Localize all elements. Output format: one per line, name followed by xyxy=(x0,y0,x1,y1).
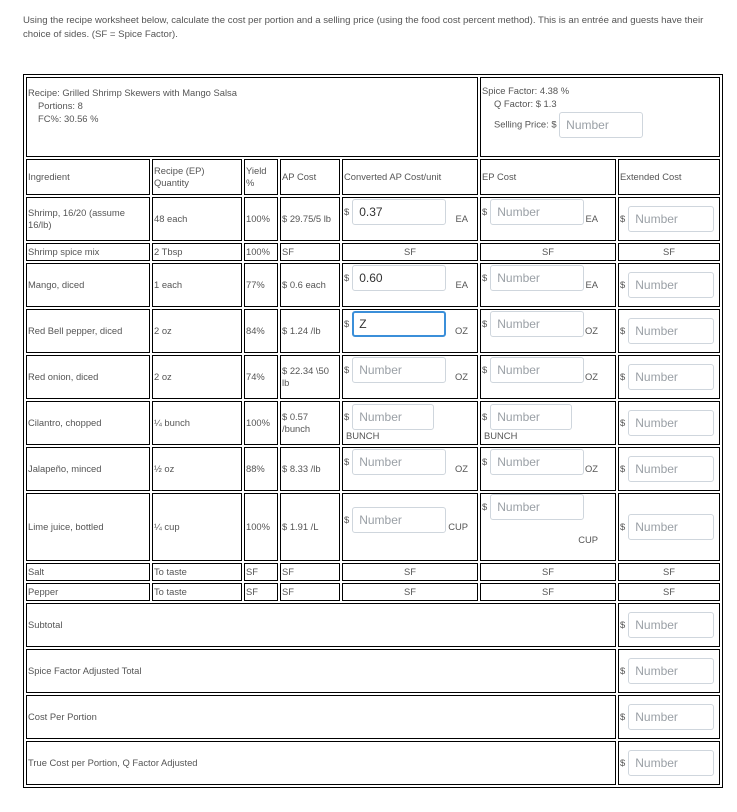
dollar-sign: $ xyxy=(620,665,626,676)
selling-price-label: Selling Price: $ xyxy=(494,118,557,130)
q-factor: Q Factor: $ 1.3 xyxy=(494,98,557,109)
table-row xyxy=(26,447,720,491)
ingredient-qty: 2 oz xyxy=(154,325,172,336)
ingredient-name: Jalapeño, minced xyxy=(28,463,102,474)
qty-cell xyxy=(152,401,242,445)
ingredient-name: Shrimp, 16/20 (assume 16/lb) xyxy=(28,207,125,230)
ingredient-yield: 84% xyxy=(246,325,265,336)
ep-cost-input[interactable]: Number xyxy=(490,311,584,337)
extended-cost-input[interactable]: Number xyxy=(628,206,714,232)
ingredient-qty: To taste xyxy=(154,566,187,577)
total-row xyxy=(26,741,720,785)
ep-cost-cell xyxy=(480,355,616,399)
ap-cost-cell xyxy=(280,309,340,353)
table-row xyxy=(26,197,720,241)
ap-cost-cell xyxy=(280,355,340,399)
sf-marker: SF xyxy=(404,586,416,597)
qty-cell xyxy=(152,243,242,261)
ingredient-ap-cost: $ 1.24 /lb xyxy=(282,325,321,336)
extended-cost-cell xyxy=(618,447,720,491)
ap-cost-cell xyxy=(280,583,340,601)
dollar-sign: $ xyxy=(482,364,488,375)
ingredient-name: Pepper xyxy=(28,586,59,597)
extended-cost-input[interactable]: Number xyxy=(628,410,714,436)
ingredient-yield: SF xyxy=(246,586,258,597)
pricing-info xyxy=(480,77,720,157)
ingredient-cell xyxy=(26,447,150,491)
ep-cost-cell xyxy=(480,583,616,601)
ingredient-name: Lime juice, bottled xyxy=(28,521,104,532)
converted-ap-input[interactable]: Z xyxy=(352,311,446,337)
ingredient-qty: ¼ cup xyxy=(154,521,180,532)
unit-label: OZ xyxy=(454,371,469,382)
dollar-sign: $ xyxy=(620,325,626,336)
extended-cost-cell xyxy=(618,263,720,307)
selling-price-input[interactable]: Number xyxy=(559,112,643,138)
total-value-cell xyxy=(618,741,720,785)
ingredient-yield: 88% xyxy=(246,463,265,474)
ingredient-qty: ¼ bunch xyxy=(154,417,190,428)
ingredient-ap-cost: $ 22.34 \50 lb xyxy=(282,365,329,388)
ingredient-ap-cost: SF xyxy=(282,566,294,577)
converted-ap-cell xyxy=(342,563,478,581)
dollar-sign: $ xyxy=(344,272,350,283)
ingredient-qty: 1 each xyxy=(154,279,183,290)
yield-cell xyxy=(244,197,278,241)
ep-cost-cell xyxy=(480,309,616,353)
ap-cost-cell xyxy=(280,197,340,241)
ingredient-yield: 100% xyxy=(246,417,270,428)
table-row xyxy=(26,263,720,307)
extended-cost-input[interactable]: Number xyxy=(628,514,714,540)
ep-cost-cell xyxy=(480,243,616,261)
unit-label: OZ xyxy=(584,463,599,474)
food-cost-percent: FC%: 30.56 % xyxy=(38,113,99,124)
converted-ap-cell xyxy=(342,197,478,241)
ep-cost-input[interactable]: Number xyxy=(490,265,584,291)
total-row xyxy=(26,695,720,739)
ingredient-cell xyxy=(26,563,150,581)
yield-cell xyxy=(244,493,278,561)
ingredient-cell xyxy=(26,583,150,601)
converted-ap-input[interactable]: Number xyxy=(352,449,446,475)
ep-cost-input[interactable]: Number xyxy=(490,357,584,383)
ep-cost-input[interactable]: Number xyxy=(490,199,584,225)
ingredient-name: Red Bell pepper, diced xyxy=(28,325,123,336)
portions: Portions: 8 xyxy=(38,100,83,111)
unit-label: OZ xyxy=(584,325,599,336)
ap-cost-cell xyxy=(280,243,340,261)
yield-cell xyxy=(244,263,278,307)
ep-cost-input[interactable]: Number xyxy=(490,404,572,430)
col-yield: Yield % xyxy=(244,159,278,195)
table-row xyxy=(26,243,720,261)
total-label: Spice Factor Adjusted Total xyxy=(28,665,142,676)
ingredient-cell xyxy=(26,197,150,241)
extended-cost-cell xyxy=(618,243,720,261)
col-ap-cost: AP Cost xyxy=(280,159,340,195)
ingredient-cell xyxy=(26,309,150,353)
dollar-sign: $ xyxy=(620,463,626,474)
total-label-cell xyxy=(26,695,616,739)
qty-cell xyxy=(152,447,242,491)
dollar-sign: $ xyxy=(620,619,626,630)
total-label: Cost Per Portion xyxy=(28,711,97,722)
dollar-sign: $ xyxy=(482,272,488,283)
total-value-cell xyxy=(618,603,720,647)
total-input[interactable]: Number xyxy=(628,750,714,776)
qty-cell xyxy=(152,309,242,353)
extended-cost-cell xyxy=(618,355,720,399)
total-label-cell xyxy=(26,741,616,785)
unit-label: OZ xyxy=(454,463,469,474)
dollar-sign: $ xyxy=(620,417,626,428)
table-row xyxy=(26,401,720,445)
ep-cost-cell xyxy=(480,401,616,445)
ingredient-yield: SF xyxy=(246,566,258,577)
converted-ap-cell xyxy=(342,493,478,561)
total-label: True Cost per Portion, Q Factor Adjusted xyxy=(28,757,198,768)
dollar-sign: $ xyxy=(482,456,488,467)
ingredient-ap-cost: SF xyxy=(282,246,294,257)
dollar-sign: $ xyxy=(620,711,626,722)
ingredient-yield: 74% xyxy=(246,371,265,382)
yield-cell xyxy=(244,563,278,581)
ingredient-yield: 77% xyxy=(246,279,265,290)
ingredient-ap-cost: SF xyxy=(282,586,294,597)
col-ingredient: Ingredient xyxy=(26,159,150,195)
ep-cost-cell xyxy=(480,493,616,561)
total-input[interactable]: Number xyxy=(628,704,714,730)
yield-cell xyxy=(244,243,278,261)
ep-cost-cell xyxy=(480,197,616,241)
converted-ap-input[interactable]: 0.37 xyxy=(352,199,446,225)
sf-marker: SF xyxy=(542,586,554,597)
col-converted-ap: Converted AP Cost/unit xyxy=(342,159,478,195)
sf-marker: SF xyxy=(542,566,554,577)
ingredient-ap-cost: $ 8.33 /lb xyxy=(282,463,321,474)
qty-cell xyxy=(152,563,242,581)
ap-cost-cell xyxy=(280,263,340,307)
extended-cost-input[interactable]: Number xyxy=(628,364,714,390)
ingredient-qty: 2 Tbsp xyxy=(154,246,183,257)
converted-ap-cell xyxy=(342,447,478,491)
dollar-sign: $ xyxy=(482,206,488,217)
ingredient-cell xyxy=(26,401,150,445)
unit-label: EA xyxy=(455,279,469,290)
table-row xyxy=(26,493,720,561)
dollar-sign: $ xyxy=(344,364,350,375)
yield-cell xyxy=(244,447,278,491)
instructions: Using the recipe worksheet below, calculate the cost per portion and a selling price (using the food cost percent method). This is an entrée and guests have their choice of sides. (SF = Spice Factor). xyxy=(23,15,704,40)
qty-cell xyxy=(152,583,242,601)
col-qty: Recipe (EP) Quantity xyxy=(152,159,242,195)
total-input[interactable]: Number xyxy=(628,612,714,638)
total-row xyxy=(26,649,720,693)
col-ep-cost: EP Cost xyxy=(480,159,616,195)
ep-cost-cell xyxy=(480,563,616,581)
ep-cost-input[interactable]: Number xyxy=(490,449,584,475)
ingredient-ap-cost: $ 1.91 /L xyxy=(282,521,319,532)
converted-ap-cell xyxy=(342,263,478,307)
recipe-name: Recipe: Grilled Shrimp Skewers with Mango Salsa xyxy=(28,87,237,98)
extended-cost-cell xyxy=(618,197,720,241)
unit-label: CUP xyxy=(448,521,469,532)
total-label-cell xyxy=(26,649,616,693)
sf-marker: SF xyxy=(663,566,676,577)
sf-marker: SF xyxy=(542,246,554,257)
total-value-cell xyxy=(618,695,720,739)
ep-cost-cell xyxy=(480,263,616,307)
ep-cost-cell xyxy=(480,447,616,491)
qty-cell xyxy=(152,355,242,399)
converted-ap-input[interactable]: Number xyxy=(352,357,446,383)
converted-ap-input[interactable]: 0.60 xyxy=(352,265,446,291)
total-label-cell xyxy=(26,603,616,647)
converted-ap-cell xyxy=(342,243,478,261)
converted-ap-cell xyxy=(342,401,478,445)
ingredient-name: Mango, diced xyxy=(28,279,85,290)
ingredient-yield: 100% xyxy=(246,521,270,532)
ingredient-name: Cilantro, chopped xyxy=(28,417,102,428)
sf-marker: SF xyxy=(404,246,416,257)
dollar-sign: $ xyxy=(344,206,350,217)
dollar-sign: $ xyxy=(620,213,626,224)
unit-label: EA xyxy=(585,213,599,224)
ingredient-yield: 100% xyxy=(246,213,270,224)
ingredient-name: Shrimp spice mix xyxy=(28,246,100,257)
total-row xyxy=(26,603,720,647)
converted-ap-input[interactable]: Number xyxy=(352,507,446,533)
ingredient-qty: 48 each xyxy=(154,213,188,224)
ingredient-yield: 100% xyxy=(246,246,270,257)
converted-ap-cell xyxy=(342,309,478,353)
table-row xyxy=(26,583,720,601)
dollar-sign: $ xyxy=(482,501,488,512)
ingredient-name: Red onion, diced xyxy=(28,371,99,382)
spice-factor: Spice Factor: 4.38 % xyxy=(482,85,570,96)
total-input[interactable]: Number xyxy=(628,658,714,684)
recipe-worksheet xyxy=(23,74,723,788)
unit-label: OZ xyxy=(454,325,469,336)
table-row xyxy=(26,309,720,353)
ingredient-qty: To taste xyxy=(154,586,187,597)
ingredient-cell xyxy=(26,243,150,261)
dollar-sign: $ xyxy=(344,456,350,467)
recipe-info xyxy=(26,77,478,157)
ingredient-name: Salt xyxy=(28,566,45,577)
extended-cost-cell xyxy=(618,563,720,581)
ingredient-cell xyxy=(26,263,150,307)
dollar-sign: $ xyxy=(482,411,488,422)
sf-marker: SF xyxy=(663,586,676,597)
extended-cost-cell xyxy=(618,401,720,445)
unit-label: CUP xyxy=(578,534,599,545)
dollar-sign: $ xyxy=(620,371,626,382)
ap-cost-cell xyxy=(280,401,340,445)
ingredient-cell xyxy=(26,493,150,561)
yield-cell xyxy=(244,401,278,445)
extended-cost-input[interactable]: Number xyxy=(628,272,714,298)
unit-label: EA xyxy=(455,213,469,224)
ingredient-ap-cost: $ 0.6 each xyxy=(282,279,326,290)
dollar-sign: $ xyxy=(620,757,626,768)
ingredient-qty: ½ oz xyxy=(154,463,175,474)
dollar-sign: $ xyxy=(620,279,626,290)
converted-ap-input[interactable]: Number xyxy=(352,404,434,430)
dollar-sign: $ xyxy=(620,521,626,532)
converted-ap-cell xyxy=(342,355,478,399)
table-row xyxy=(26,355,720,399)
ingredient-ap-cost: $ 29.75/5 lb xyxy=(282,213,331,224)
ep-cost-input[interactable]: Number xyxy=(490,494,584,520)
yield-cell xyxy=(244,355,278,399)
qty-cell xyxy=(152,197,242,241)
ap-cost-cell xyxy=(280,447,340,491)
extended-cost-cell xyxy=(618,493,720,561)
dollar-sign: $ xyxy=(482,318,488,329)
ingredient-cell xyxy=(26,355,150,399)
extended-cost-cell xyxy=(618,583,720,601)
table-row xyxy=(26,563,720,581)
unit-label: OZ xyxy=(584,371,599,382)
col-extended-cost: Extended Cost xyxy=(618,159,720,195)
qty-cell xyxy=(152,263,242,307)
ingredient-qty: 2 oz xyxy=(154,371,172,382)
ap-cost-cell xyxy=(280,563,340,581)
yield-cell xyxy=(244,309,278,353)
dollar-sign: $ xyxy=(344,514,350,525)
unit-label: EA xyxy=(585,279,599,290)
dollar-sign: $ xyxy=(344,318,350,329)
unit-label: BUNCH xyxy=(484,430,518,441)
ingredient-ap-cost: $ 0.57 /bunch xyxy=(282,411,311,434)
converted-ap-cell xyxy=(342,583,478,601)
sf-marker: SF xyxy=(663,246,676,257)
extended-cost-input[interactable]: Number xyxy=(628,456,714,482)
total-value-cell xyxy=(618,649,720,693)
dollar-sign: $ xyxy=(344,411,350,422)
ap-cost-cell xyxy=(280,493,340,561)
yield-cell xyxy=(244,583,278,601)
unit-label: BUNCH xyxy=(346,430,380,441)
extended-cost-cell xyxy=(618,309,720,353)
sf-marker: SF xyxy=(404,566,416,577)
extended-cost-input[interactable]: Number xyxy=(628,318,714,344)
total-label: Subtotal xyxy=(28,619,63,630)
qty-cell xyxy=(152,493,242,561)
